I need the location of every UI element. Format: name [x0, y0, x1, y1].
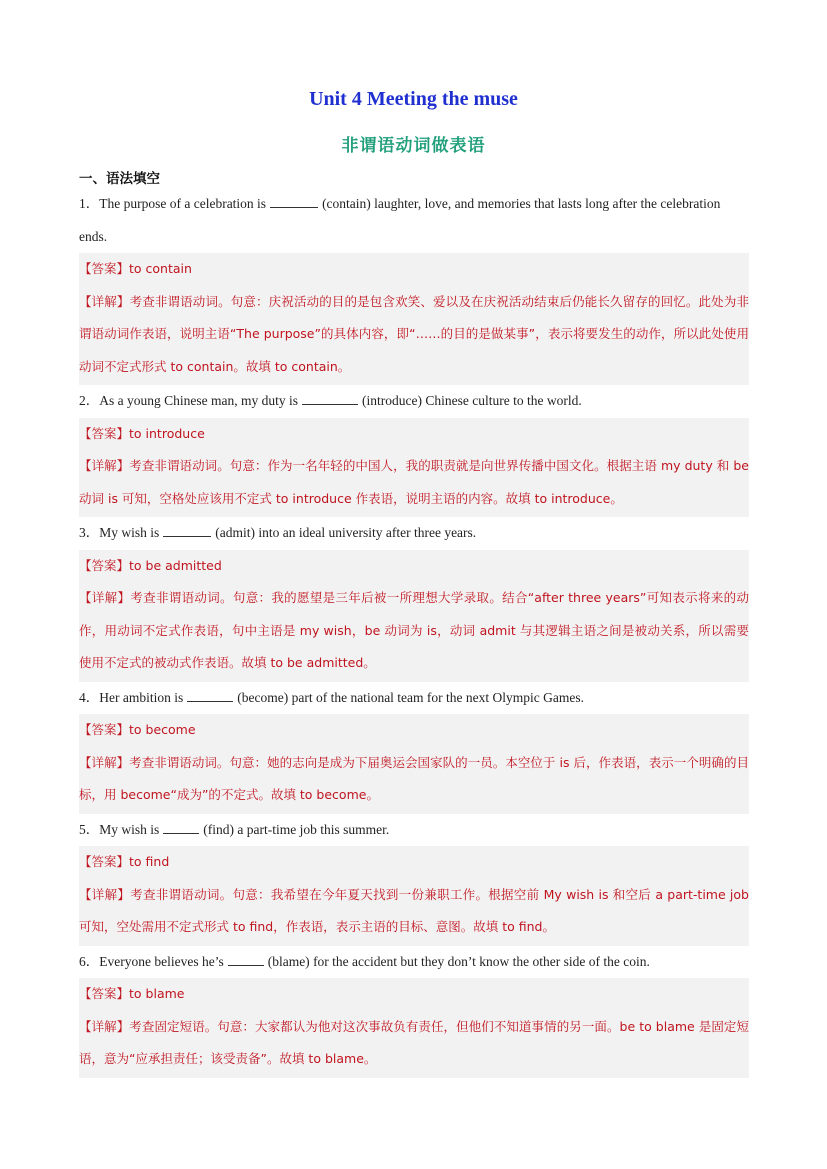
explanation-line: 【详解】考查非谓语动词。句意：我的愿望是三年后被一所理想大学录取。结合“after three years”可知表示将来的动作，用动词不定式作表语，句中主语是 my wish，be 动词为 is，动词 admit 与其逻辑主语之间是被动关系，所以需要使用不定式的被动式作表语。故填 to be admitted。	[79, 590, 749, 670]
question-item	[79, 682, 749, 814]
question-text: 2．As a young Chinese man, my duty is (introduce) Chinese culture to the world.	[79, 393, 582, 408]
question-item	[79, 188, 749, 385]
answer-blank	[187, 689, 233, 702]
answer-line: 【答案】to introduce	[79, 425, 205, 441]
answer-line: 【答案】to be admitted	[79, 557, 222, 573]
answer-box	[79, 253, 749, 385]
answer-box	[79, 978, 749, 1078]
question-item	[79, 946, 749, 1078]
page-subtitle: 非谓语动词做表语	[341, 136, 486, 156]
section-heading: 一、语法填空	[79, 171, 160, 187]
question-text: 4．Her ambition is (become) part of the national team for the next Olympic Games.	[79, 689, 584, 705]
answer-blank	[228, 953, 264, 966]
explanation-line: 【详解】考查非谓语动词。句意：她的志向是成为下届奥运会国家队的一员。本空位于 is 后，作表语，表示一个明确的目标，用 become“成为”的不定式。故填 to become。	[79, 754, 749, 802]
question-text: 1．The purpose of a celebration is (contain) laughter, love, and memories that lasts long after the celebration ends.	[79, 196, 721, 244]
explanation-line: 【详解】考查非谓语动词。句意：庆祝活动的目的是包含欢笑、爱以及在庆祝活动结束后仍能长久留存的回忆。此处为非谓语动词作表语，说明主语“The purpose”的具体内容，即“……的目的是做某事”，表示将要发生的动作，所以此处使用动词不定式形式 to contain。故填 to contain。	[79, 293, 749, 374]
answer-line: 【答案】to become	[79, 722, 196, 737]
explanation-line: 【详解】考查非谓语动词。句意：我希望在今年夏天找到一份兼职工作。根据空前 My wish is 和空后 a part-time job 可知，空处需用不定式形式 to find，作表语，表示主语的目标、意图。故填 to find。	[79, 886, 749, 934]
answer-blank	[270, 195, 318, 208]
answer-line: 【答案】to find	[79, 854, 170, 869]
answer-box	[79, 714, 749, 814]
question-text: 5．My wish is (find) a part-time job this summer.	[79, 821, 390, 837]
answer-line: 【答案】to blame	[79, 986, 185, 1001]
page-title: Unit 4 Meeting the muse	[309, 88, 518, 110]
answer-blank	[163, 524, 211, 537]
question-list	[79, 188, 749, 1078]
question-text: 6．Everyone believes he’s (blame) for the accident but they don’t know the other side of the coin.	[79, 953, 650, 969]
question-text: 3．My wish is (admit) into an ideal university after three years.	[79, 525, 477, 540]
answer-box	[79, 846, 749, 946]
question-item	[79, 385, 749, 517]
explanation-line: 【详解】考查非谓语动词。句意：作为一名年轻的中国人，我的职责就是向世界传播中国文化。根据主语 my duty 和 be 动词 is 可知，空格处应该用不定式 to introduce 作表语，说明主语的内容。故填 to introduce。	[79, 458, 749, 506]
question-item	[79, 814, 749, 946]
answer-box	[79, 550, 749, 682]
answer-blank	[163, 821, 199, 834]
answer-line: 【答案】to contain	[79, 261, 192, 276]
explanation-line: 【详解】考查固定短语。句意：大家都认为他对这次事故负有责任，但他们不知道事情的另一面。be to blame 是固定短语，意为“应承担责任；该受责备”。故填 to blame。	[79, 1018, 749, 1066]
answer-box	[79, 418, 749, 518]
answer-blank	[302, 392, 358, 405]
question-item	[79, 517, 749, 682]
